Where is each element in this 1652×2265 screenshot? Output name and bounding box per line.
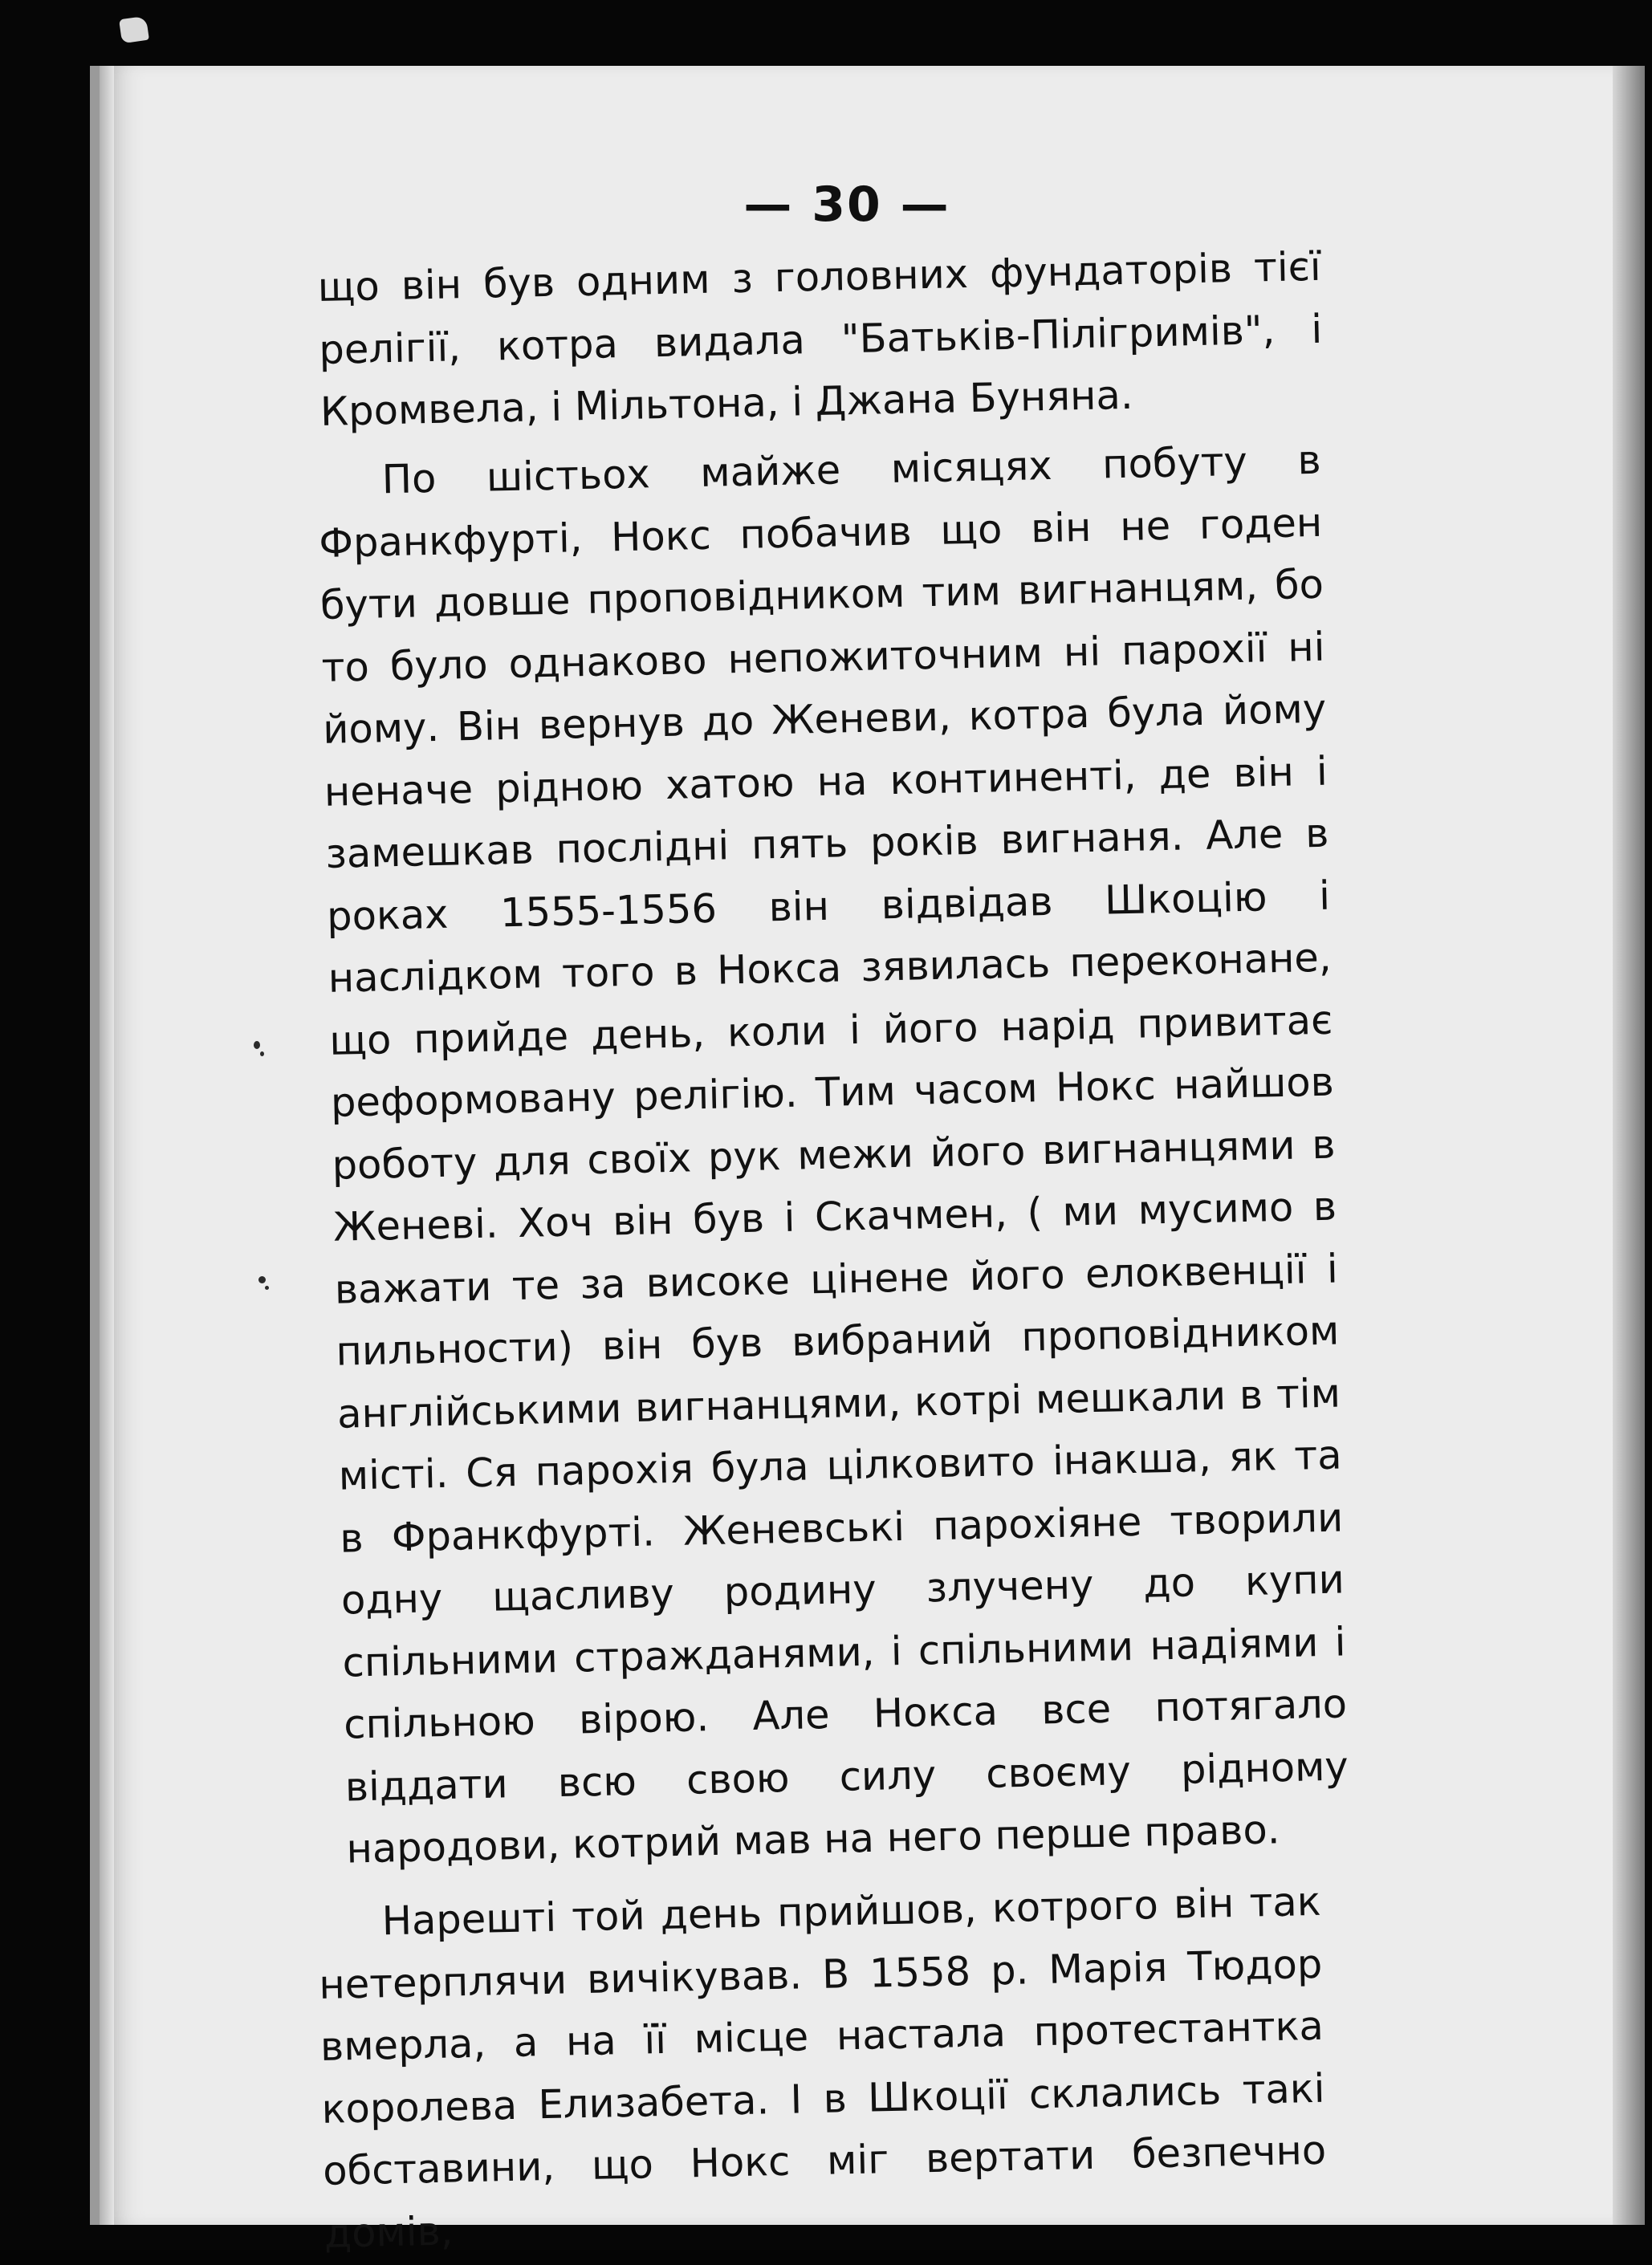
margin-speck	[254, 1041, 260, 1049]
margin-speck	[258, 1276, 266, 1283]
corner-mark	[119, 16, 149, 43]
page-number: — 30 —	[743, 177, 950, 233]
paragraph: Нарешті той день прийшов, котрого він так нетерплячи вичікував. В 1558 р. Марія Тюдор вмерла, а на її місце настала протестантка королева Елизабета. І в Шкоції склались такі обставини, що Нокс міг вертати безпечно домів,	[318, 1877, 1327, 2257]
margin-speck	[260, 1051, 264, 1056]
page-edge-right	[1613, 66, 1645, 2225]
page-text	[317, 242, 1349, 2265]
paragraph: По шістьох майже місяцях побуту в Франкфурті, Нокс побачив що він не годен бути довше проповідником тим вигнанцям, бо то було однаково непожиточним ні парохії ні йому. Він вернув до Женеви, котра була йому неначе рідною хатою на континенті, де він і замешкав послідні пять років вигнаня. Але в роках 1555-1556 він відвідав Шкоцію і наслідком того в Нокса зявилась переконане, що прийде день, коли і його нарід привитає реформовану релігію. Тим часом Нокс найшов роботу для своїх рук межи його вигнанцями в Женеві. Хоч він був і Скачмен, ( ми мусимо в важати те за високе цінене його елоквенції і пильности) він був вибраний проповідником англійськими вигнанцями, котрі мешкали в тім місті. Ся парохія була цілковито інакша, як та в Франкфурті. Женевські парохіяне творили одну щасливу родину злучену до купи спільними стражданями, і спільними надіями і спільною вірою. Але Нокса все потягало віддати всю свою силу своєму рідному народови, котрий мав на него перше право.	[318, 436, 1349, 1873]
page-edge-left	[100, 66, 114, 2225]
margin-speck	[265, 1286, 269, 1290]
paragraph: що він був одним з головних фундаторів тієї релігії, котра видала "Батьків-Пілігримів", і Кромвела, і Мільтона, і Джана Буняна.	[317, 242, 1323, 435]
